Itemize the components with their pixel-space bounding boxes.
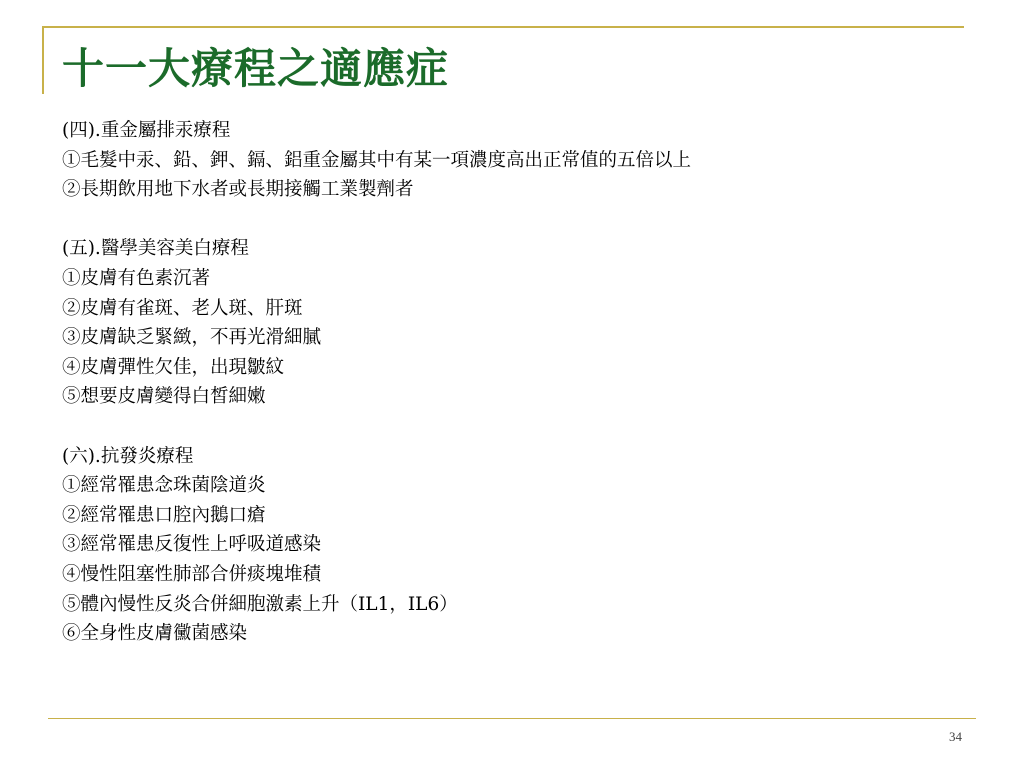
- page-number: 34: [949, 729, 962, 744]
- list-item: ②長期飲用地下水者或長期接觸工業製劑者: [62, 179, 414, 201]
- list-item: ⑤體內慢性反炎合併細胞激素上升（IL1，IL6）: [62, 593, 458, 615]
- section-heading: (四).重金屬排汞療程: [62, 120, 231, 141]
- section-cosmetic-whitening: [62, 234, 1012, 412]
- list-item: ③皮膚缺乏緊緻，不再光滑細膩: [62, 327, 322, 349]
- section-anti-inflammation: [62, 442, 1012, 649]
- frame-left-rule: [42, 26, 44, 94]
- slide-title: 十一大療程之適應症: [62, 44, 450, 93]
- list-item: ③經常罹患反復性上呼吸道感染: [62, 534, 322, 556]
- section-heavy-metal: [62, 116, 1012, 205]
- list-item: ②經常罹患口腔內鵝口瘡: [62, 504, 266, 526]
- slide-body: [62, 116, 1012, 678]
- list-item: ①皮膚有色素沉著: [62, 267, 211, 289]
- list-item: ⑤想要皮膚變得白皙細嫩: [62, 386, 266, 408]
- list-item: ④慢性阻塞性肺部合併痰塊堆積: [62, 563, 322, 585]
- section-heading: (六).抗發炎療程: [62, 445, 194, 467]
- section-heading: (五).醫學美容美白療程: [62, 238, 249, 260]
- list-item: ①經常罹患念珠菌陰道炎: [62, 475, 266, 497]
- list-item: ⑥全身性皮膚黴菌感染: [62, 623, 248, 645]
- frame-top-rule: [42, 26, 964, 28]
- list-item: ④皮膚彈性欠佳，出現皺紋: [62, 356, 285, 378]
- list-item: ②皮膚有雀斑、老人斑、肝斑: [62, 297, 303, 319]
- list-item: ①毛髮中汞、鉛、鉀、鎘、鋁重金屬其中有某一項濃度高出正常值的五倍以上: [62, 149, 692, 171]
- frame-bottom-rule: [48, 718, 976, 719]
